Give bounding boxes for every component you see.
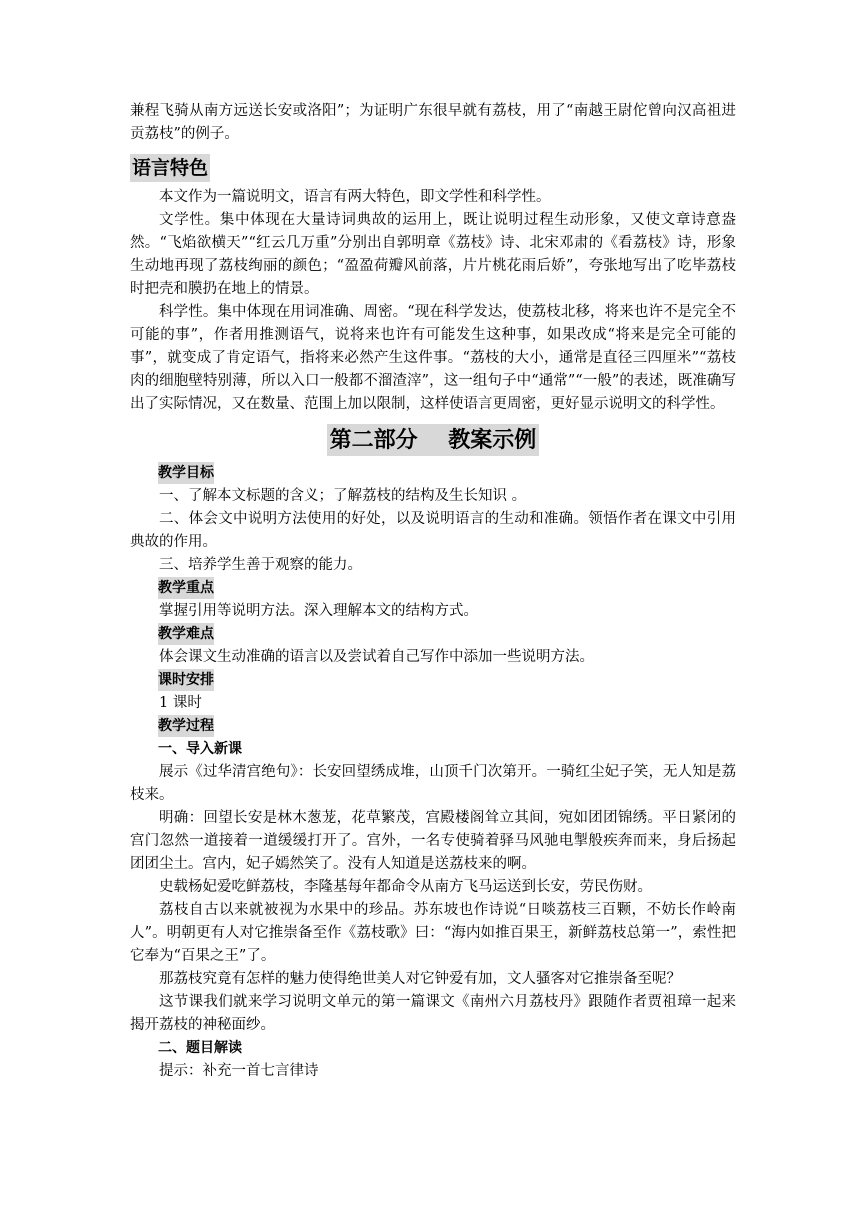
heading-difficulties: 教学难点 [158, 623, 214, 645]
lesson-plan [130, 462, 736, 1083]
section-heading-language: 语言特色 [130, 154, 210, 182]
paragraph: 那荔枝究竟有怎样的魅力使得绝世美人对它钟爱有加，文人骚客对它推崇备至呢？ [159, 971, 681, 987]
heading-teaching-goals: 教学目标 [158, 462, 214, 484]
step-heading-title-reading: 二、题目解读 [158, 1040, 242, 1056]
language-section [130, 146, 736, 416]
paragraph: 一、了解本文标题的含义；了解荔枝的结构及生长知识 。 [159, 488, 527, 504]
paragraph: 提示：补充一首七言律诗 [159, 1063, 319, 1079]
paragraph: 荔枝自古以来就被视为水果中的珍品。苏东坡也作诗说“日啖荔枝三百颗，不妨长作岭南人”。明朝更有人对它推崇备至作《荔枝歌》曰：“海内如推百果王，新鲜荔枝总第一”，索性把它奉为“百果之王”了。 [130, 902, 736, 964]
paragraph: 这节课我们就来学习说明文单元的第一篇课文《南州六月荔枝丹》跟随作者贾祖璋一起来揭开荔枝的神秘面纱。 [130, 994, 736, 1033]
paragraph: 掌握引用等说明方法。深入理解本文的结构方式。 [159, 603, 478, 619]
heading-teaching-process: 教学过程 [158, 715, 214, 737]
paragraph: 史载杨妃爱吃鲜荔枝，李隆基每年都命令从南方飞马运送到长安，劳民伤财。 [159, 879, 652, 895]
paragraph: 二、体会文中说明方法使用的好处，以及说明语言的生动和准确。领悟作者在课文中引用典故的作用。 [130, 511, 736, 550]
intro-paragraph: 兼程飞骑从南方远送长安或洛阳”；为证明广东很早就有荔枝，用了“南越王尉佗曾向汉高祖进贡荔枝”的例子。 [130, 103, 736, 142]
part-two-title-wrap [130, 424, 736, 456]
paragraph: 展示《过华清宫绝句》：长安回望绣成堆，山顶千门次第开。一骑红尘妃子笑，无人知是荔枝来。 [130, 764, 736, 803]
step-heading-intro: 一、导入新课 [158, 741, 242, 757]
paragraph: 1 课时 [159, 695, 202, 711]
paragraph: 三、培养学生善于观察的能力。 [159, 557, 362, 573]
heading-key-points: 教学重点 [158, 577, 214, 599]
paragraph: 体会课文生动准确的语言以及尝试着自己写作中添加一些说明方法。 [159, 649, 594, 665]
paragraph: 文学性。集中体现在大量诗词典故的运用上，既让说明过程生动形象，又使文章诗意盎然。“飞焰欲横天”“红云几万重”分别出自郭明章《荔枝》诗、北宋邓肃的《看荔枝》诗，形象生动地再现了荔枝绚丽的颜色；“盈盈荷瓣风前落，片片桃花雨后娇”，夸张地写出了吃毕荔枝时把壳和膜扔在地上的情景。 [130, 212, 736, 297]
part-two-title: 第二部分 教案示例 [327, 424, 540, 456]
paragraph: 科学性。集中体现在用词准确、周密。“现在科学发达，使荔枝北移，将来也许不是完全不可能的事”，作者用推测语气，说将来也许有可能发生这种事，如果改成“将来是完全可能的事”，就变成了肯定语气，指将来必然产生这件事。“荔枝的大小，通常是直径三四厘米”“荔枝肉的细胞壁特别薄，所以入口一般都不溜渣滓”，这一组句子中“通常”“一般”的表述，既准确写出了实际情况，又在数量、范围上加以限制，这样使语言更周密，更好显示说明文的科学性。 [130, 304, 736, 412]
heading-schedule: 课时安排 [158, 669, 214, 691]
paragraph: 本文作为一篇说明文，语言有两大特色，即文学性和科学性。 [159, 189, 551, 205]
paragraph: 明确：回望长安是林木葱茏，花草繁茂，宫殿楼阁耸立其间，宛如团团锦绣。平日紧闭的宫门忽然一道接着一道缓缓打开了。宫外，一名专使骑着驿马风驰电掣般疾奔而来，身后扬起团团尘土。宫内，妃子嫣然笑了。没有人知道是送荔枝来的啊。 [130, 810, 736, 872]
